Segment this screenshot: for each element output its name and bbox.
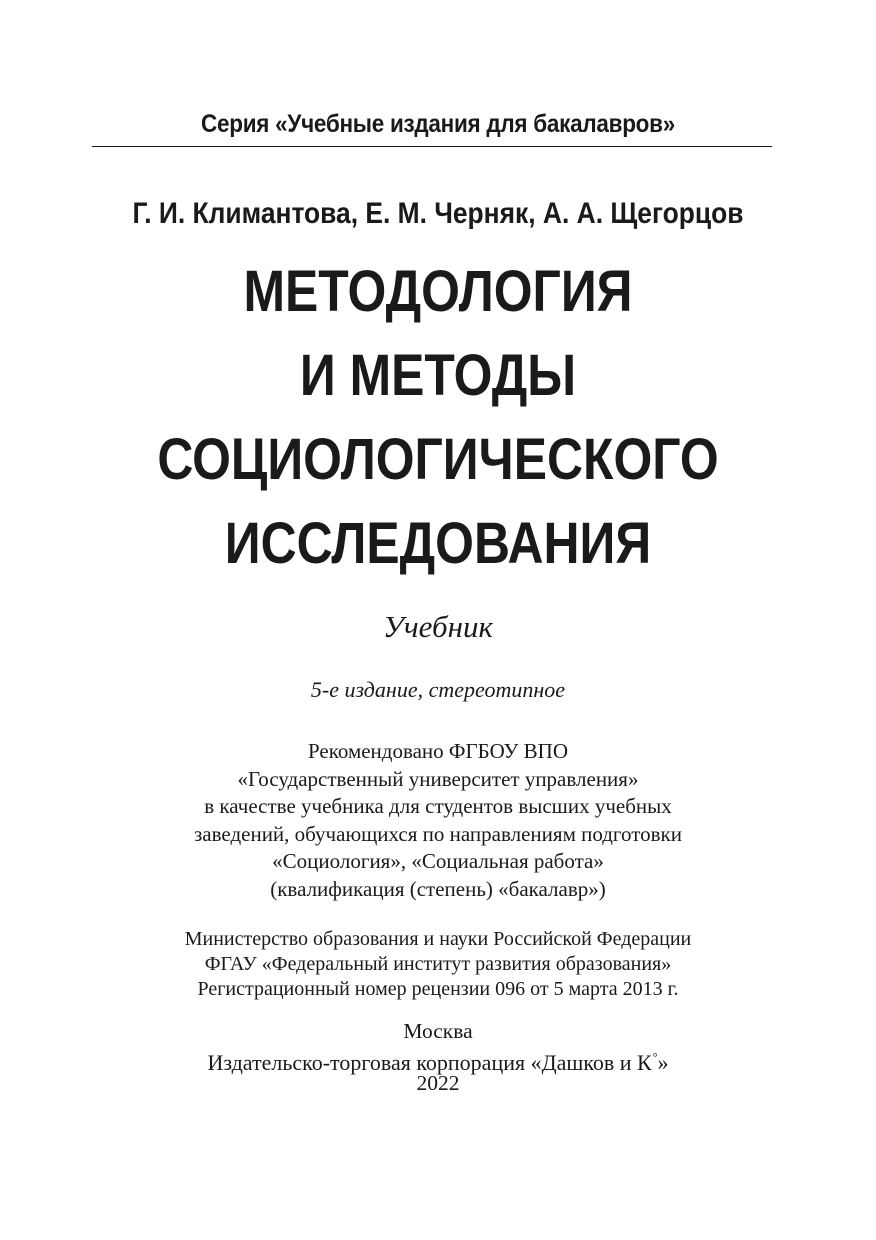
ministry-line: Регистрационный номер рецензии 096 от 5 марта 2013 г. xyxy=(197,978,679,1000)
publisher-degree-mark: ° xyxy=(652,1050,658,1064)
publication-year: 2022 xyxy=(416,1071,460,1095)
title-line-2: И МЕТОДЫ xyxy=(299,343,577,408)
title-line-3: СОЦИОЛОГИЧЕСКОГО xyxy=(157,427,719,492)
recommendation-line: (квалификация (степень) «бакалавр») xyxy=(270,876,606,901)
recommendation-line: в качестве учебника для студентов высших учебных xyxy=(204,794,672,818)
recommendation xyxy=(0,738,876,903)
recommendation-line: «Социология», «Социальная работа» xyxy=(272,849,604,873)
authors: Г. И. Климантова, Е. М. Черняк, А. А. Щегорцов xyxy=(132,197,744,230)
publisher-closing-quote: » xyxy=(657,1050,669,1075)
recommendation-line: заведений, обучающихся по направлениям подготовки xyxy=(194,821,682,846)
edition: 5-е издание, стереотипное xyxy=(310,677,566,702)
ministry-line: Министерство образования и науки Российской Федерации xyxy=(184,928,692,950)
city: Москва xyxy=(403,1019,473,1043)
title-line-1: МЕТОДОЛОГИЯ xyxy=(243,259,633,324)
ministry-approval xyxy=(0,927,876,1002)
title-line-4: ИССЛЕДОВАНИЯ xyxy=(224,511,652,576)
ministry-line: ФГАУ «Федеральный институт развития образования» xyxy=(204,953,672,975)
horizontal-rule xyxy=(92,146,772,147)
recommendation-line: Рекомендовано ФГБОУ ВПО xyxy=(307,739,569,763)
recommendation-line: «Государственный университет управления» xyxy=(237,766,639,791)
publisher-name: Издательско-торговая корпорация «Дашков и К xyxy=(207,1050,652,1075)
book-type: Учебник xyxy=(383,609,493,644)
series-label: Серия «Учебные издания для бакалавров» xyxy=(201,110,675,138)
